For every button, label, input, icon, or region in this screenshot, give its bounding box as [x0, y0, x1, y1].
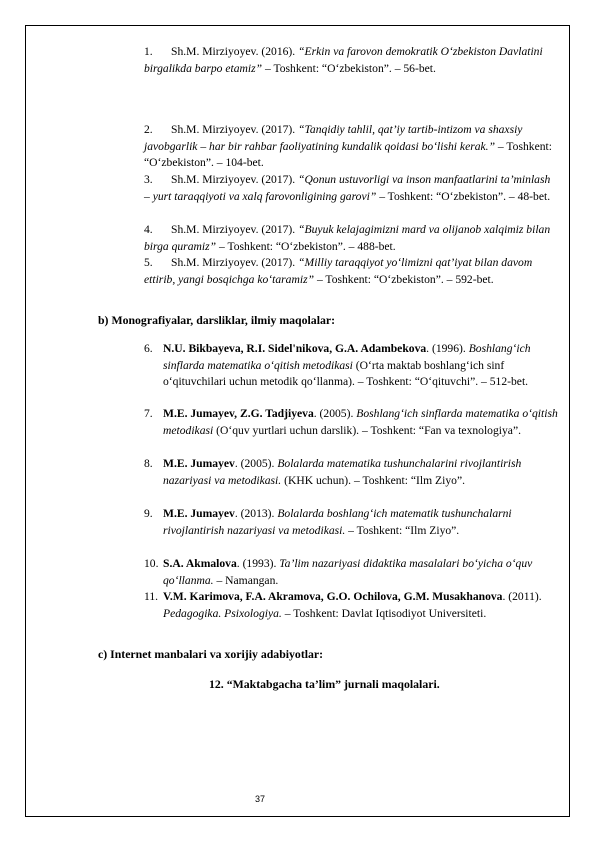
reference-10 — [144, 556, 559, 589]
reference-title: “Erkin va farovon demokratik O‘zbekiston Davlatini birgalikda barpo etamiz” — [144, 45, 543, 75]
reference-year: . (2013). — [234, 507, 278, 520]
reference-title: Pedagogika. Psixologiya. — [163, 606, 282, 620]
page-number: 37 — [255, 794, 266, 804]
reference-year: . (2005). — [234, 457, 278, 470]
reference-title: “Qonun ustuvorligi va inson manfaatlarini ta’minlash – yurt taraqqiyoti va xalq farovonligining garovi” — [144, 173, 551, 203]
reference-9 — [144, 506, 559, 539]
reference-publisher: – Toshkent: “O‘zbekiston”. – 48-bet. — [376, 189, 551, 203]
reference-publisher: – Toshkent: “O‘zbekiston”. – 56-bet. — [262, 61, 436, 75]
reference-year: . (2005). — [313, 407, 357, 420]
reference-author: M.E. Jumayev — [163, 457, 235, 470]
reference-author: Sh.M. Mirziyoyev. (2017). — [171, 223, 299, 236]
reference-publisher: – Toshkent: “O‘zbekiston”. – 488-bet. — [216, 239, 396, 253]
reference-author: Sh.M. Mirziyoyev. (2017). — [171, 256, 299, 269]
reference-number: 7. — [144, 407, 153, 420]
reference-title: Bolalarda boshlang‘ich matematik tushunchalarni rivojlantirish nazariyasi va metodikasi. — [163, 507, 512, 537]
reference-number: 8. — [144, 457, 153, 470]
reference-5 — [144, 255, 554, 288]
reference-author: S.A. Akmalova — [163, 557, 237, 570]
section-b-heading: b) Monografiyalar, darsliklar, ilmiy maqolalar: — [98, 313, 336, 327]
reference-title: “Milliy taraqqiyot yo‘limizni qat’iyat bilan davom ettirib, yangi bosqichga ko‘taramiz” — [144, 256, 533, 286]
reference-title: Ta’lim nazariyasi didaktika masalalari bo‘yicha o‘quv qo‘llanma. — [163, 557, 533, 587]
reference-number: 1. — [144, 45, 153, 58]
reference-7 — [144, 406, 559, 439]
reference-number: 2. — [144, 123, 153, 136]
reference-title: Bolalarda matematika tushunchalarini rivojlantirish nazariyasi va metodikasi. — [163, 457, 522, 487]
reference-number: 6. — [144, 342, 153, 355]
reference-publisher: (O‘rta maktab boshlang‘ich sinf o‘qituvchilari uchun metodik qo‘llanma). – Toshkent: “O‘qituvchi”. – 512-bet. — [163, 358, 529, 389]
reference-author: V.M. Karimova, F.A. Akramova, G.O. Ochilova, G.M. Musakhanova — [163, 590, 503, 603]
reference-number: 4. — [144, 223, 153, 236]
reference-author: N.U. Bikbayeva, R.I. Sidel'nikova, G.A. Adambekova — [163, 342, 427, 355]
section-c-heading: c) Internet manbalari va xorijiy adabiyotlar: — [98, 647, 324, 661]
reference-author: Sh.M. Mirziyoyev. (2017). — [171, 173, 299, 186]
reference-11 — [144, 589, 559, 622]
reference-number: 10. — [144, 557, 159, 570]
reference-number: 5. — [144, 256, 153, 269]
reference-8 — [144, 456, 559, 489]
reference-number: 3. — [144, 173, 153, 186]
reference-6 — [144, 341, 559, 391]
reference-title: Boshlang‘ich sinflarda matematika o‘qitish metodikasi — [163, 342, 531, 372]
reference-title: “Buyuk kelajagimizni mard va olijanob xalqimiz bilan birga quramiz” — [144, 223, 551, 253]
reference-author: M.E. Jumayev — [163, 507, 235, 520]
reference-number: 11. — [144, 590, 159, 603]
reference-publisher: – Toshkent: “O‘zbekiston”. – 592-bet. — [314, 272, 494, 286]
reference-number: 9. — [144, 507, 153, 520]
reference-year: . (2011). — [502, 590, 542, 603]
reference-year: . (1993). — [236, 557, 280, 570]
reference-publisher: – Toshkent: “Ilm Ziyo”. — [345, 523, 460, 537]
reference-publisher: – Toshkent: “O‘zbekiston”. – 104-bet. — [144, 139, 552, 170]
reference-4 — [144, 222, 554, 255]
reference-3 — [144, 172, 554, 205]
reference-publisher: (KHK uchun). – Toshkent: “Ilm Ziyo”. — [281, 473, 465, 487]
reference-author: Sh.M. Mirziyoyev. (2017). — [171, 123, 299, 136]
reference-12: 12. “Maktabgacha ta’lim” jurnali maqolalari. — [209, 677, 440, 691]
reference-year: . (1996). — [426, 342, 469, 355]
reference-2 — [144, 122, 554, 172]
reference-author: M.E. Jumayev, Z.G. Tadjiyeva — [163, 407, 314, 420]
reference-publisher: (O‘quv yurtlari uchun darslik). – Toshkent: “Fan va texnologiya”. — [213, 423, 521, 437]
reference-1 — [144, 44, 554, 77]
reference-publisher: – Namangan. — [213, 573, 279, 587]
reference-publisher: – Toshkent: Davlat Iqtisodiyot Universiteti. — [281, 606, 487, 620]
reference-author: Sh.M. Mirziyoyev. (2016). — [171, 45, 299, 58]
reference-title: “Tanqidiy tahlil, qat’iy tartib-intizom va shaxsiy javobgarlik – har bir rahbar faoliyatining kundalik qoidasi bo‘lishi kerak.” — [144, 123, 523, 153]
reference-title: Boshlang‘ich sinflarda matematika o‘qitish metodikasi — [163, 407, 558, 437]
